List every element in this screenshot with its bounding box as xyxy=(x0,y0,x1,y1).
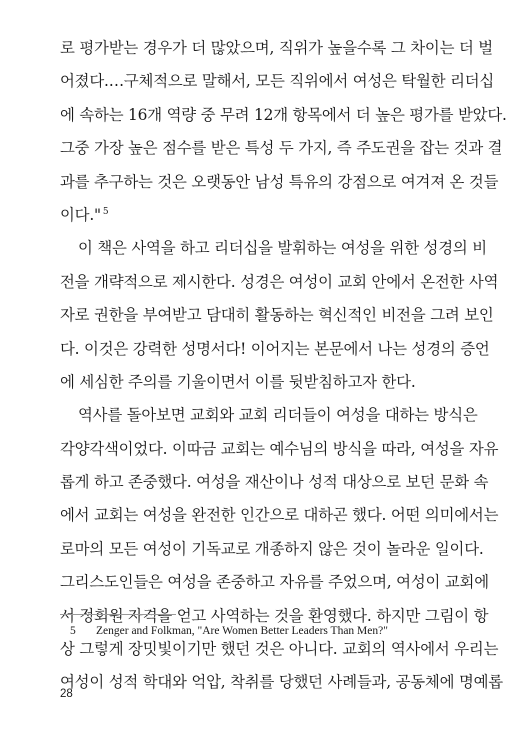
text-line: 에 속하는 16개 역량 중 무려 12개 항목에서 더 높은 평가를 받았다. xyxy=(60,105,507,124)
page-number: 28 xyxy=(60,688,73,700)
footnote-number: 5 xyxy=(70,625,76,637)
text-line: 서 정회원 자격을 얻고 사역하는 것을 환영했다. 하지만 그림이 항 xyxy=(60,606,489,625)
footnote-divider xyxy=(60,614,176,615)
text-line: 그중 가장 높은 점수를 받은 특성 두 가지, 즉 주도권을 잡는 것과 결 xyxy=(60,139,503,158)
footnote-reference: 5 xyxy=(102,206,109,217)
text-line xyxy=(60,199,442,232)
footnote xyxy=(60,623,442,639)
paragraph-start-line: 역사를 돌아보면 교회와 교회 리더들이 여성을 대하는 방식은 xyxy=(78,406,478,425)
paragraph-start-line: 이 책은 사역을 하고 리더십을 발휘하는 여성을 위한 성경의 비 xyxy=(78,239,487,258)
text-line: 에서 교회는 여성을 완전한 인간으로 대하곤 했다. 어떤 의미에서는 xyxy=(60,506,499,525)
body-text xyxy=(60,32,507,700)
text-line: 로마의 모든 여성이 기독교로 개종하지 않은 것이 놀라운 일이다. xyxy=(60,539,484,558)
text-line: 롭게 하고 존중했다. 여성을 재산이나 성적 대상으로 보던 문화 속 xyxy=(60,473,489,492)
text-line: 자로 권한을 부여받고 담대히 활동하는 혁신적인 비전을 그려 보인 xyxy=(60,306,494,325)
footnote-text: Zenger and Folkman, "Are Women Better Leaders Than Men?" xyxy=(96,625,388,637)
text-line: 로 평가받는 경우가 더 많았으며, 직위가 높을수록 그 차이는 더 벌 xyxy=(60,39,493,57)
text-line: 어졌다.…구체적으로 말해서, 모든 직위에서 여성은 탁월한 리더십 xyxy=(60,72,495,91)
text-line: 여성이 성적 학대와 억압, 착취를 당했던 사례들과, 공동체에 명예롭 xyxy=(60,673,503,692)
text-line: 전을 개략적으로 제시한다. 성경은 여성이 교회 안에서 온전한 사역 xyxy=(60,272,499,291)
text-line: 에 세심한 주의를 기울이면서 이를 뒷받침하고자 한다. xyxy=(60,372,416,391)
text-line-content: 이다." xyxy=(60,205,101,224)
text-line: 각양각색이었다. 이따금 교회는 예수님의 방식을 따라, 여성을 자유 xyxy=(60,439,499,458)
text-line: 과를 추구하는 것은 오랫동안 남성 특유의 강점으로 여겨져 온 것들 xyxy=(60,172,499,191)
text-line: 다. 이것은 강력한 성명서다! 이어지는 본문에서 나는 성경의 증언 xyxy=(60,339,490,358)
text-line: 상 그렇게 장밋빛이기만 했던 것은 아니다. 교회의 역사에서 우리는 xyxy=(60,640,499,659)
text-line: 그리스도인들은 여성을 존중하고 자유를 주었으며, 여성이 교회에 xyxy=(60,573,489,592)
